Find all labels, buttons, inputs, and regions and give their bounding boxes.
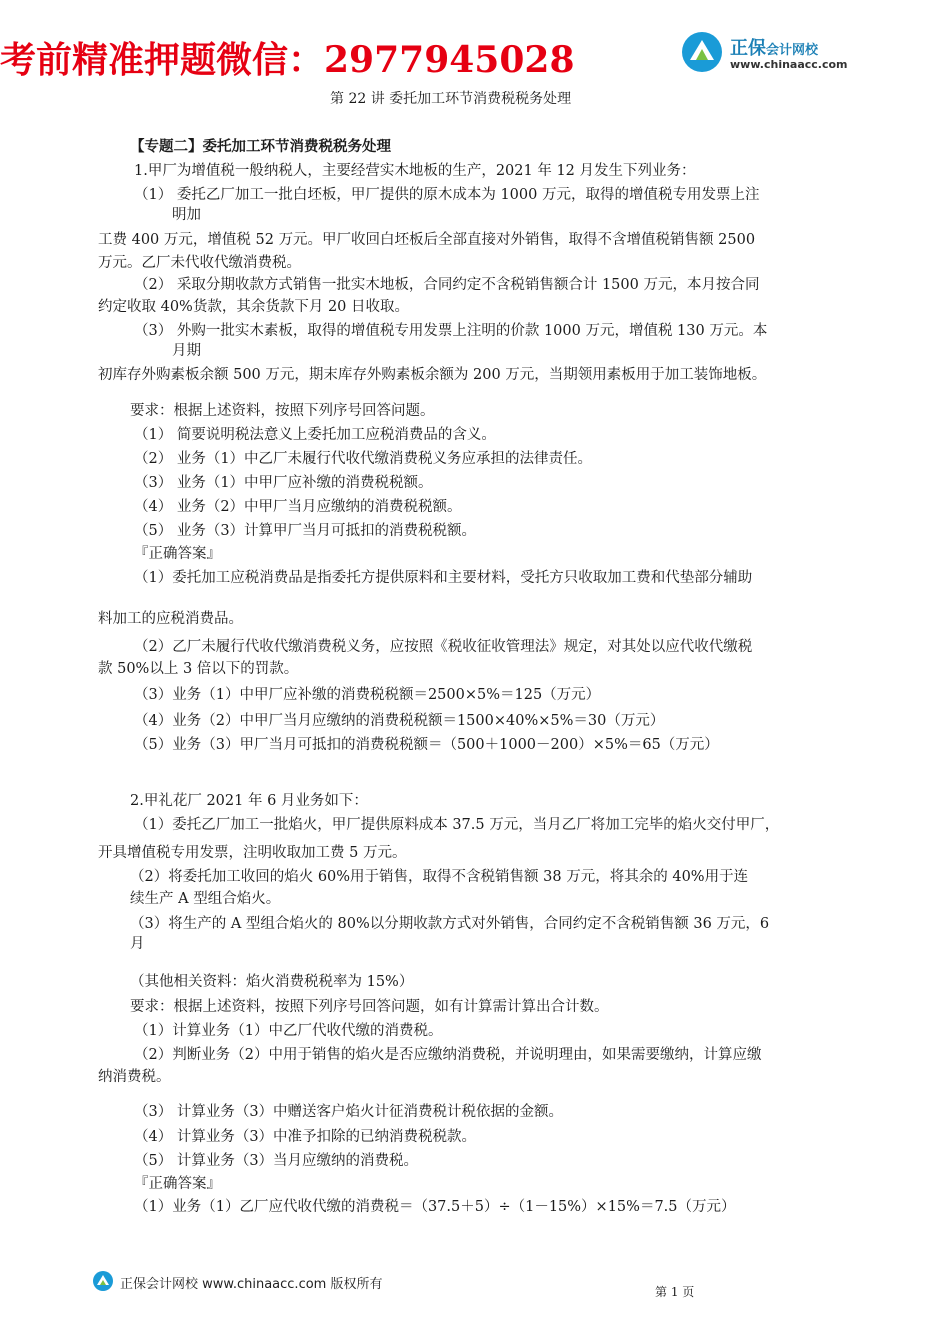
q2-other-info: （其他相关资料：焰火消费税税率为 15%） xyxy=(130,974,414,990)
q1-requirement: 要求：根据上述资料，按照下列序号回答问题。 xyxy=(130,403,435,419)
q1-b1-line: 工费 400 万元，增值税 52 万元。甲厂收回白坯板后全部直接对外销售，取得不含增值税销售额 2500 xyxy=(98,232,756,248)
q2-intro: 2.甲礼花厂 2021 年 6 月业务如下： xyxy=(130,793,368,809)
q2-req-item-cut: （2）判断业务（2）中用于销售的焰火是否应缴纳消费税，并说明理由，如果需要缴纳，计算应缴 xyxy=(134,1047,762,1063)
q1-req-item: （3） 业务（1）中甲厂应补缴的消费税税额。 xyxy=(134,475,433,491)
q1-req-item: （1） 简要说明税法意义上委托加工应税消费品的含义。 xyxy=(134,427,496,443)
q2-b1-line-cut: （1）委托乙厂加工一批焰火，甲厂提供原料成本 37.5 万元，当月乙厂将加工完毕的焰火交付甲厂， xyxy=(134,817,780,833)
q1-answer-line-cut: （5）业务（3）甲厂当月可抵扣的消费税税额＝（500＋1000－200）×5%＝65（万元） xyxy=(134,737,719,753)
q2-req-item: （4） 计算业务（3）中准予扣除的已纳消费税税款。 xyxy=(134,1129,477,1145)
q1-answer-line: （3）业务（1）中甲厂应补缴的消费税税额＝2500×5%＝125（万元） xyxy=(134,687,601,703)
logo-name-small: 会计网校 xyxy=(766,43,819,58)
q1-b1-line: 万元。乙厂未代收代缴消费税。 xyxy=(98,255,301,271)
topic-title: 【专题二】委托加工环节消费税税务处理 xyxy=(130,138,391,155)
q1-answer-line-cut: 款 50%以上 3 倍以下的罚款。 xyxy=(98,661,299,677)
q2-req-item-cut: 纳消费税。 xyxy=(98,1069,171,1085)
q1-b2-line: 约定收取 40%货款，其余货款下月 20 日收取。 xyxy=(98,299,410,315)
logo-url: www.chinaacc.com xyxy=(730,58,848,71)
q2-b3-line: 月 xyxy=(130,936,145,952)
page-number: 第 1 页 xyxy=(655,1285,695,1299)
q2-b1-line: 开具增值税专用发票，注明收取加工费 5 万元。 xyxy=(98,845,407,861)
q2-req-item: （3） 计算业务（3）中赠送客户焰火计征消费税计税依据的金额。 xyxy=(134,1104,564,1120)
logo-icon xyxy=(680,30,724,74)
q2-answer-title: 『正确答案』 xyxy=(134,1176,221,1192)
q1-b3-line-cut: 初库存外购素板余额 500 万元，期末库存外购素板余额为 200 万元，当期领用素板用于加工装饰地板。 xyxy=(98,367,767,383)
cut-title: 第 22 讲 委托加工环节消费税税务处理 xyxy=(330,91,572,107)
q2-answer-line-cut: （1）业务（1）乙厂应代收代缴的消费税＝（37.5＋5）÷（1－15%）×15%＝7.5（万元） xyxy=(134,1199,736,1215)
q1-req-item: （2） 业务（1）中乙厂未履行代收代缴消费税义务应承担的法律责任。 xyxy=(134,451,593,467)
q2-b2-line: 续生产 A 型组合焰火。 xyxy=(130,891,281,907)
q2-requirement: 要求：根据上述资料，按照下列序号回答问题，如有计算需计算出合计数。 xyxy=(130,999,609,1015)
footer-logo-icon xyxy=(92,1270,114,1292)
q2-req-item: （5） 计算业务（3）当月应缴纳的消费税。 xyxy=(134,1153,419,1169)
q1-req-item: （5） 业务（3）计算甲厂当月可抵扣的消费税税额。 xyxy=(134,523,477,539)
promo-banner: 考前精准押题微信：2977945028 xyxy=(0,39,575,81)
logo-name: 正保会计网校 xyxy=(730,38,819,59)
q1-answer-title: 『正确答案』 xyxy=(134,546,221,562)
q1-b1-line: 明加 xyxy=(172,207,201,223)
q2-b3-line: （3）将生产的 A 型组合焰火的 80%以分期收款方式对外销售，合同约定不含税销售额 36 万元，6 xyxy=(130,916,770,932)
q2-req-item-cut: （1）计算业务（1）中乙厂代收代缴的消费税。 xyxy=(134,1023,443,1039)
q1-answer-line: （1）委托加工应税消费品是指委托方提供原料和主要材料，受托方只收取加工费和代垫部分辅助 xyxy=(134,570,753,586)
q1-b2-line: （2） 采取分期收款方式销售一批实木地板，合同约定不含税销售额合计 1500 万元，本月按合同 xyxy=(134,277,760,293)
q1-intro: 1.甲厂为增值税一般纳税人，主要经营实木地板的生产，2021 年 12 月发生下列业务： xyxy=(134,163,696,179)
q1-answer-line: （4）业务（2）中甲厂当月应缴纳的消费税税额＝1500×40%×5%＝30（万元） xyxy=(134,713,665,729)
q1-answer-line: （2）乙厂未履行代收代缴消费税义务，应按照《税收征收管理法》规定，对其处以应代收代缴税 xyxy=(134,639,753,655)
q1-b3-line: （3） 外购一批实木素板，取得的增值税专用发票上注明的价款 1000 万元，增值税 130 万元。本 xyxy=(134,323,768,339)
q1-req-item: （4） 业务（2）中甲厂当月应缴纳的消费税税额。 xyxy=(134,499,462,515)
q1-b3-line: 月期 xyxy=(172,343,201,359)
q1-b1-line: （1） 委托乙厂加工一批白坯板，甲厂提供的原木成本为 1000 万元，取得的增值税专用发票上注 xyxy=(134,187,760,203)
q2-b2-line: （2）将委托加工收回的焰火 60%用于销售，取得不含税销售额 38 万元，将其余的 40%用于连 xyxy=(130,869,749,885)
footer-copyright: 正保会计网校 www.chinaacc.com 版权所有 xyxy=(120,1277,383,1292)
brand-logo xyxy=(680,30,870,76)
q1-answer-line: 料加工的应税消费品。 xyxy=(98,611,243,627)
